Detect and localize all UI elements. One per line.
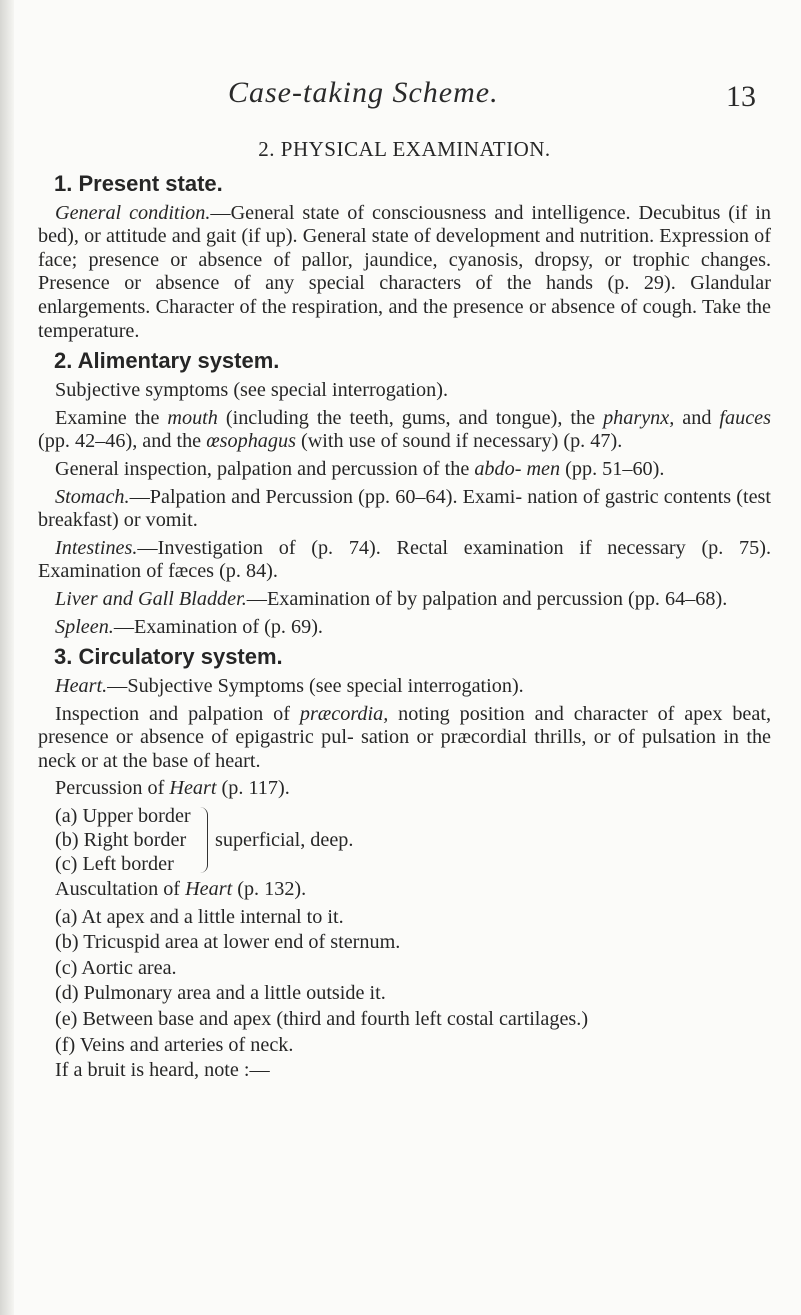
- chapter-heading: 2. PHYSICAL EXAMINATION.: [258, 137, 551, 161]
- text-run: (p. 117).: [216, 777, 290, 800]
- text-run: noting position and character of apex beat, presence or absence of epigastric pul- sation or præcordial thrills, or of pulsation in the neck or at the base of heart.: [38, 702, 771, 772]
- term-fauces: fauces: [719, 406, 771, 429]
- term-mouth: mouth: [167, 406, 218, 429]
- heart-borders-group: [55, 805, 771, 878]
- text-run: (pp. 42–46), and the: [38, 430, 207, 453]
- heart-text: —Subjective Symptoms (see special interrogation).: [107, 675, 524, 698]
- border-item-right: (b) Right border: [55, 829, 187, 852]
- auscultation-paragraph: [38, 878, 771, 902]
- term-oesophagus: œsophagus: [206, 430, 296, 453]
- stomach-text: —Palpation and Percussion (pp. 60–64). Exami- nation of gastric contents (test breakfast) or vomit.: [38, 485, 771, 532]
- section-heading-alimentary: 2. Alimentary system.: [54, 348, 280, 374]
- text-run: General inspection, palpation and percussion of the: [55, 457, 475, 480]
- percussion-paragraph: [38, 777, 771, 801]
- border-item-upper: (a) Upper border: [55, 805, 191, 828]
- text-run: Percussion of: [55, 777, 170, 800]
- border-item-left: (c) Left border: [55, 853, 174, 876]
- text-run: and: [674, 406, 720, 429]
- section-heading-circulatory: 3. Circulatory system.: [54, 644, 283, 670]
- text-run: Auscultation of: [55, 878, 186, 901]
- text-run: (with use of sound if necessary) (p. 47).: [295, 430, 623, 453]
- term-heart: Heart: [169, 777, 217, 800]
- text-run: Inspection and palpation of: [55, 702, 300, 725]
- alimentary-subjective: Subjective symptoms (see special interrogation).: [55, 379, 448, 402]
- term-abdomen: abdo- men: [474, 457, 561, 480]
- text-run: (pp. 51–60).: [560, 457, 665, 480]
- page-number: 13: [726, 80, 756, 113]
- list-item: (f) Veins and arteries of neck.: [55, 1033, 294, 1056]
- stomach-label: Stomach.: [55, 485, 130, 508]
- heart-paragraph: [38, 675, 771, 699]
- inspection-paragraph: [38, 703, 771, 774]
- auscultation-areas-list: [55, 906, 771, 1083]
- intestines-paragraph: [38, 537, 771, 584]
- list-item: (b) Tricuspid area at lower end of sternum.: [55, 931, 401, 954]
- stomach-paragraph: [38, 486, 771, 533]
- bruit-note: If a bruit is heard, note :—: [55, 1059, 270, 1082]
- curly-brace-icon: [199, 807, 208, 873]
- heart-label: Heart.: [55, 675, 108, 698]
- intestines-text: —Investigation of (p. 74). Rectal examination if necessary (p. 75). Examination of fæces (p. 84).: [38, 536, 771, 583]
- list-item: (e) Between base and apex (third and fourth left costal cartilages.): [55, 1008, 589, 1031]
- text-run: (including the teeth, gums, and tongue), the: [217, 406, 604, 429]
- general-condition-text: —General state of consciousness and intelligence. Decubitus (if in bed), or attitude and gait (if up). General state of development and nutrition. Expression of face; presence or absence of pallor, jaundice, cyanosis, dropsy, or trophic changes. Presence or absence of any special characters of the hands (p. 29). Glandular enlargements. Character of the respiration, and the presence or absence of cough. Take the temperature.: [38, 201, 771, 342]
- general-condition-paragraph: [38, 202, 771, 344]
- list-item: (a) At apex and a little internal to it.: [55, 905, 344, 928]
- text-run: Examine the: [55, 406, 168, 429]
- running-head: Case-taking Scheme.: [228, 76, 499, 109]
- text-run: (p. 132).: [232, 878, 307, 901]
- abdomen-paragraph: [38, 458, 771, 482]
- section-heading-present-state: 1. Present state.: [54, 170, 223, 196]
- spleen-label: Spleen.: [55, 615, 114, 638]
- liver-label: Liver and Gall Bladder.: [55, 587, 247, 610]
- liver-text: —Examination of by palpation and percussion (pp. 64–68).: [246, 587, 728, 610]
- list-item: (c) Aortic area.: [55, 956, 177, 979]
- liver-paragraph: [38, 588, 771, 612]
- list-item: (d) Pulmonary area and a little outside it.: [55, 982, 386, 1005]
- general-condition-label: General condition.: [55, 201, 211, 224]
- page-content: [38, 138, 771, 1085]
- page-gutter-shadow: [0, 0, 14, 1315]
- term-praecordia: præcordia,: [299, 702, 389, 725]
- spleen-paragraph: [38, 616, 771, 640]
- term-heart: Heart: [185, 878, 233, 901]
- intestines-label: Intestines.: [55, 536, 138, 559]
- alimentary-examine-paragraph: [38, 407, 771, 454]
- term-pharynx: pharynx,: [603, 406, 675, 429]
- spleen-text: —Examination of (p. 69).: [113, 615, 323, 638]
- borders-note: superficial, deep.: [215, 829, 354, 852]
